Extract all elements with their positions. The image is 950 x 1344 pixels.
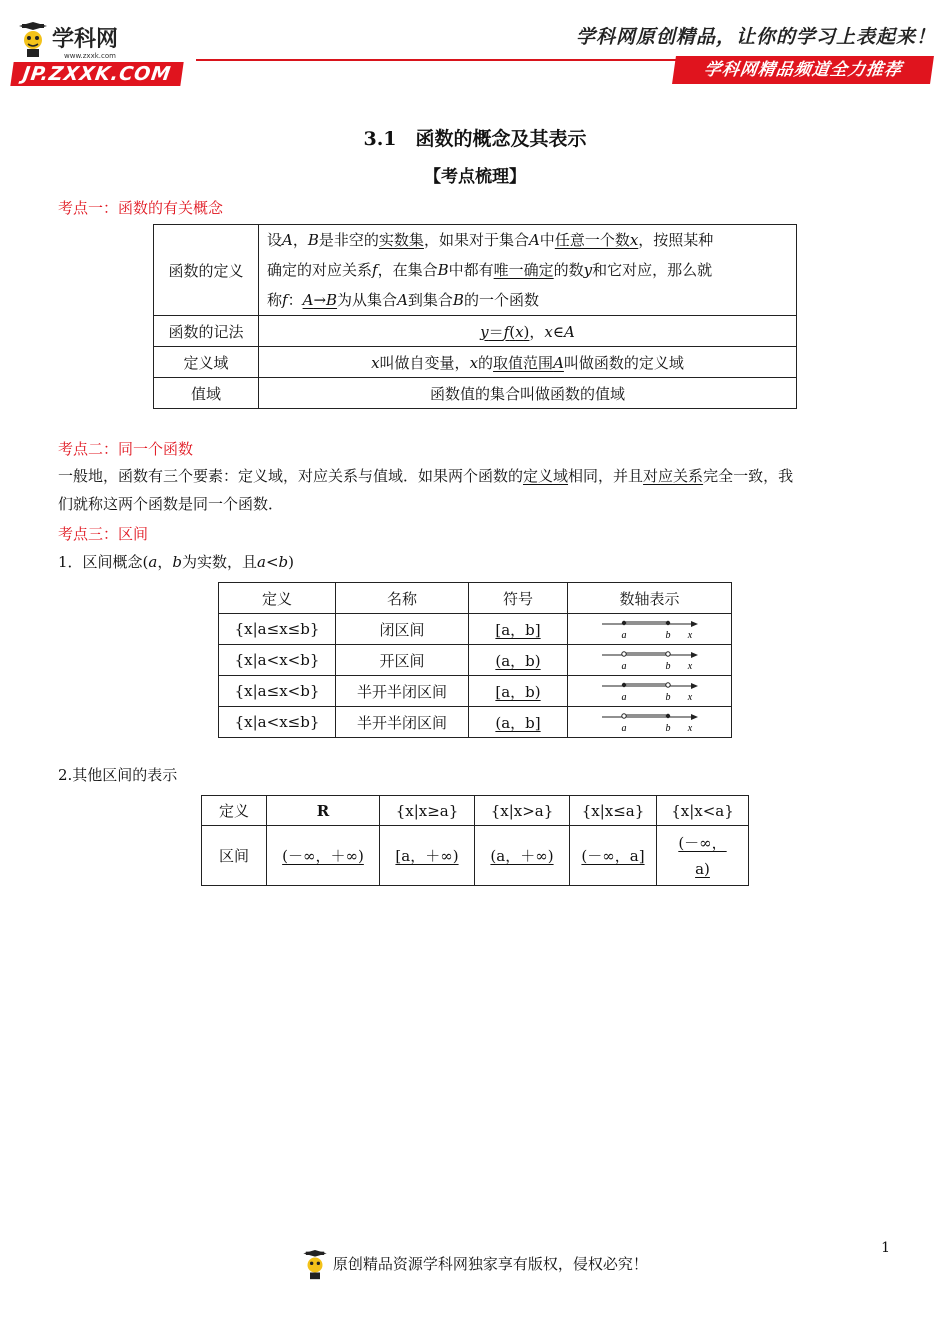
left-endpoint xyxy=(621,621,625,625)
table-row xyxy=(202,796,749,826)
row-label: 函数的记法 xyxy=(154,316,259,347)
axis-arrow xyxy=(691,683,698,689)
axis-label-b: b xyxy=(665,661,670,672)
axis-arrow xyxy=(691,652,698,658)
axis-label-x: x xyxy=(687,661,692,672)
column-header: 符号 xyxy=(469,583,568,614)
axis-label-x: x xyxy=(687,692,692,703)
axis-label-b: b xyxy=(665,723,670,734)
interval-definition: R xyxy=(267,796,380,826)
interval-notation: (－∞， a) xyxy=(657,826,749,886)
range-cell: 函数值的集合叫做函数的值域 xyxy=(259,378,797,409)
left-endpoint xyxy=(621,714,625,718)
interval-definition: {x|a<x<b} xyxy=(219,645,336,676)
table-header-row xyxy=(219,583,732,614)
page-title: 3.1 函数的概念及其表示 xyxy=(363,128,587,150)
interval-name: 开区间 xyxy=(336,645,469,676)
column-header: 名称 xyxy=(336,583,469,614)
axis-label-a: a xyxy=(621,661,626,672)
column-header: 数轴表示 xyxy=(568,583,732,614)
interval-notation: [a，＋∞) xyxy=(380,826,475,886)
interval-name: 半开半闭区间 xyxy=(336,707,469,738)
page-subtitle: 【考点梳理】 xyxy=(424,167,526,187)
interval-notation: (－∞，a] xyxy=(570,826,657,886)
axis-label-a: a xyxy=(621,630,626,641)
logo-url: www.zxxk.com xyxy=(64,52,116,60)
interval-symbol: [a，b] xyxy=(469,614,568,645)
interval-definition: {x|x<a} xyxy=(657,796,749,826)
footer-copyright: 原创精品资源学科网独家享有版权，侵权必究！ xyxy=(0,1250,950,1280)
axis-label-b: b xyxy=(665,692,670,703)
axis-label-a: a xyxy=(621,692,626,703)
left-endpoint xyxy=(621,652,625,656)
table-row xyxy=(219,614,732,645)
interval-definition: {x|a<x≤b} xyxy=(219,707,336,738)
row-label: 函数的定义 xyxy=(154,225,259,316)
page-number: 1 xyxy=(881,1240,890,1256)
same-function-paragraph: 一般地，函数有三个要素：定义域，对应关系与值域．如果两个函数的定义域相同，并且对应关系完全一致，我 们就称这两个函数是同一个函数． xyxy=(58,467,794,513)
section-heading-2: 考点二：同一个函数 xyxy=(58,440,194,458)
number-line xyxy=(600,616,700,642)
number-line xyxy=(600,709,700,735)
row-label: 区间 xyxy=(202,826,267,886)
site-logo[interactable] xyxy=(12,18,192,88)
interval-name: 半开半闭区间 xyxy=(336,676,469,707)
column-header: 定义 xyxy=(219,583,336,614)
number-line-cell xyxy=(568,614,732,645)
number-line-cell xyxy=(568,676,732,707)
number-line xyxy=(600,647,700,673)
mascot-icon xyxy=(302,1250,328,1280)
right-endpoint xyxy=(665,714,669,718)
row-label: 定义 xyxy=(202,796,267,826)
table-row xyxy=(219,645,732,676)
interval-name: 闭区间 xyxy=(336,614,469,645)
interval-definition: {x|x>a} xyxy=(475,796,570,826)
definition-cell: 设A，B是非空的实数集，如果对于集合A中任意一个数x，按照某种 确定的对应关系f，在集合B中都有唯一确定的数y和它对应，那么就 称f：A→B为从集合A到集合B的一个函数 xyxy=(259,225,797,316)
function-concept-table xyxy=(153,224,797,409)
table-row xyxy=(219,707,732,738)
interval-definition: {x|a≤x<b} xyxy=(219,676,336,707)
section-heading-1: 考点一：函数的有关概念 xyxy=(58,199,224,217)
interval-definition: {x|x≥a} xyxy=(380,796,475,826)
logo-text: 学科网 xyxy=(52,27,119,52)
section-heading-3: 考点三：区间 xyxy=(58,525,149,543)
interval-definition: {x|x≤a} xyxy=(570,796,657,826)
interval-symbol: (a，b] xyxy=(469,707,568,738)
axis-label-x: x xyxy=(687,630,692,641)
logo-banner: JP.ZXXK.COM xyxy=(10,62,183,86)
axis-label-b: b xyxy=(665,630,670,641)
table-row xyxy=(154,347,797,378)
table-row xyxy=(154,378,797,409)
interval-symbol: (a，b) xyxy=(469,645,568,676)
axis-label-x: x xyxy=(687,723,692,734)
table-row xyxy=(202,826,749,886)
right-endpoint xyxy=(665,652,669,656)
other-intervals-heading: 2.其他区间的表示 xyxy=(58,766,178,784)
row-label: 值域 xyxy=(154,378,259,409)
interval-concept-intro: 1．区间概念(a，b为实数，且a<b) xyxy=(58,553,294,571)
interval-concept-table xyxy=(218,582,732,738)
other-intervals-table xyxy=(201,795,749,886)
mascot-icon xyxy=(18,22,48,58)
header-divider xyxy=(196,59,676,61)
right-endpoint xyxy=(665,621,669,625)
axis-arrow xyxy=(691,714,698,720)
notation-cell: y＝f(x)，x∈A xyxy=(259,316,797,347)
row-label: 定义域 xyxy=(154,347,259,378)
axis-arrow xyxy=(691,621,698,627)
table-row xyxy=(154,316,797,347)
interval-notation: (a，＋∞) xyxy=(475,826,570,886)
table-row xyxy=(219,676,732,707)
interval-notation: (－∞，＋∞) xyxy=(267,826,380,886)
header-slogan: 学科网原创精品，让你的学习上表起来！ xyxy=(575,26,936,48)
number-line-cell xyxy=(568,707,732,738)
axis-label-a: a xyxy=(621,723,626,734)
left-endpoint xyxy=(621,683,625,687)
number-line xyxy=(600,678,700,704)
interval-definition: {x|a≤x≤b} xyxy=(219,614,336,645)
table-row xyxy=(154,225,797,316)
number-line-cell xyxy=(568,645,732,676)
interval-symbol: [a，b) xyxy=(469,676,568,707)
channel-banner: 学科网精品频道全力推荐 xyxy=(672,56,934,84)
right-endpoint xyxy=(665,683,669,687)
domain-cell: x叫做自变量，x的取值范围A叫做函数的定义域 xyxy=(259,347,797,378)
